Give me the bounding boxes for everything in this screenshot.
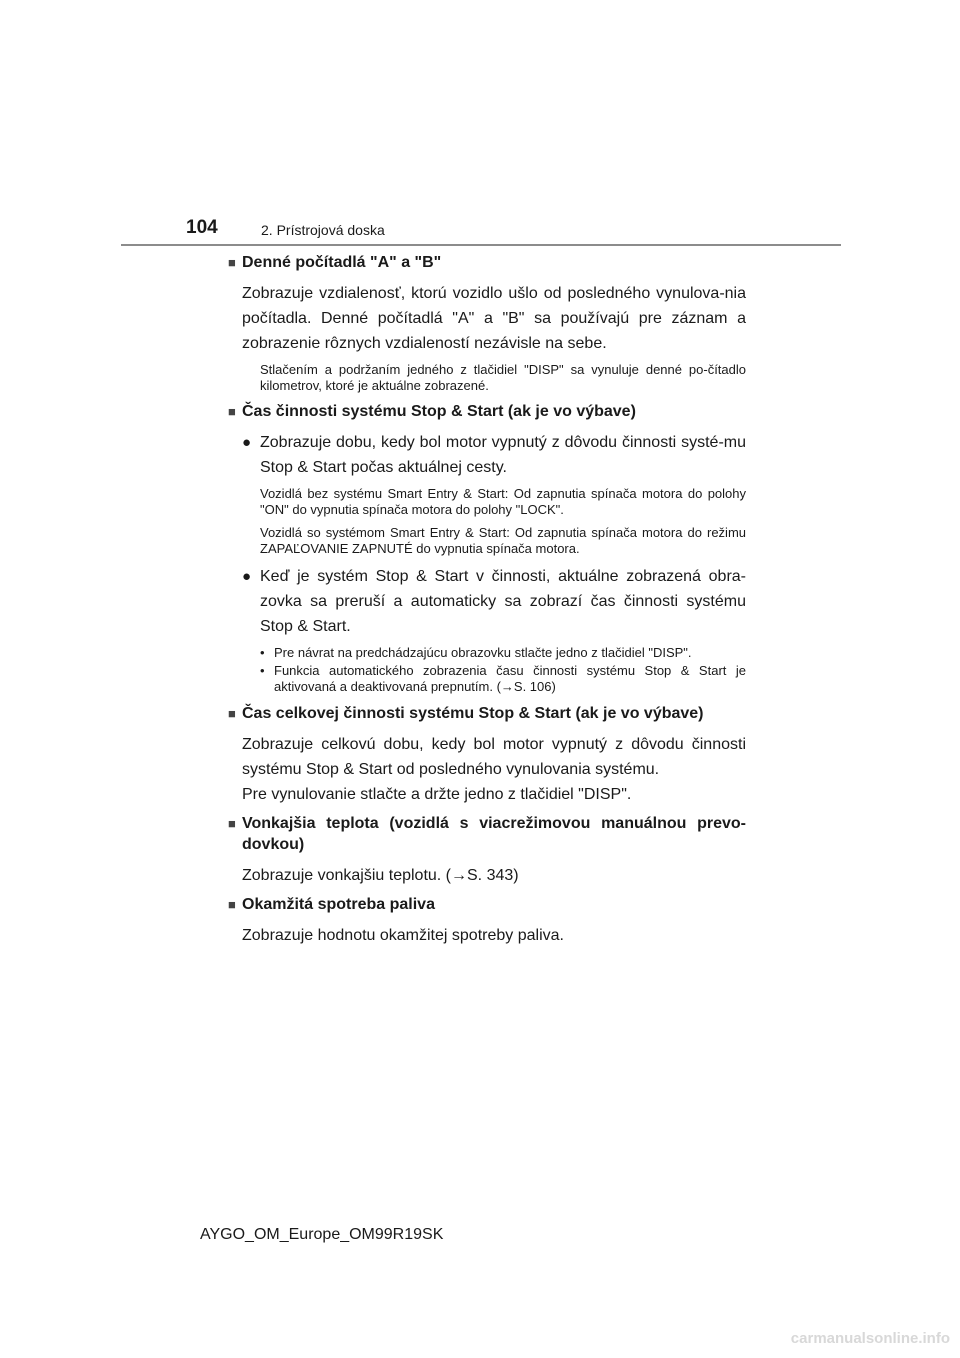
list-item-text: Zobrazuje dobu, kedy bol motor vypnutý z dôvodu činnosti systé-mu Stop & Start počas aktuálnej cesty. [260,434,746,476]
section-body: Pre vynulovanie stlačte a držte jedno z tlačidiel "DISP". [242,786,632,803]
section-body: Zobrazuje hodnotu okamžitej spotreby paliva. [242,927,564,944]
sub-list-item-text: Pre návrat na predchádzajúcu obrazovku stlačte jedno z tlačidiel "DISP". [274,645,692,660]
section-instant-fuel [228,894,746,948]
sub-list-item [260,645,746,661]
section-body: Zobrazuje vonkajšiu teplotu. (→S. 343) [242,867,519,884]
section-heading [228,401,746,422]
section-note: Vozidlá bez systému Smart Entry & Start: Od zapnutia spínača motora do polohy "ON" do vypnutia spínača motora do polohy "LOCK". [260,486,746,517]
section-trip-meters [228,252,746,394]
page-content [228,252,746,954]
square-bullet-icon: ■ [228,255,236,270]
dot-marker-icon: • [260,663,265,678]
section-title: Čas činnosti systému Stop & Start (ak je vo výbave) [242,403,636,420]
section-total-stop-start-time [228,703,746,807]
page-number: 104 [186,217,218,238]
square-bullet-icon: ■ [228,897,236,912]
sub-list-item-text: Funkcia automatického zobrazenia času činnosti systému Stop & Start je aktivovaná a deaktivovaná prepnutím. (→S. 106) [274,663,746,694]
circle-bullet-icon: ● [242,434,252,451]
section-heading [228,252,746,273]
sub-list-item [260,663,746,695]
section-title: Denné počítadlá "A" a "B" [242,254,442,271]
page-footer: AYGO_OM_Europe_OM99R19SK [200,1226,444,1243]
list-item-text: Keď je systém Stop & Start v činnosti, aktuálne zobrazená obra-zovka sa preruší a automaticky sa zobrazí čas činnosti systému Stop & Start. [260,568,746,635]
dot-marker-icon: • [260,645,265,660]
section-stop-start-time [228,401,746,695]
square-bullet-icon: ■ [228,404,236,419]
section-outside-temperature [228,813,746,888]
section-heading [228,894,746,915]
section-note: Stlačením a podržaním jedného z tlačidiel "DISP" sa vynuluje denné po-čítadlo kilometrov, ktoré je aktuálne zobrazené. [260,362,746,393]
section-title: Okamžitá spotreba paliva [242,896,435,913]
watermark: carmanualsonline.info [790,1330,950,1347]
header-rule [121,244,841,246]
section-heading [228,703,746,724]
list-item [242,430,746,480]
section-body: Zobrazuje vzdialenosť, ktorú vozidlo ušlo od posledného vynulova-nia počítadla. Denné počítadlá "A" a "B" sa používajú pre záznam a zobrazenie rôznych vzdialeností nezávisle na sebe. [242,285,746,352]
page-header [0,0,960,250]
section-title: Vonkajšia teplota (vozidlá s viacrežimovou manuálnou prevo-dovkou) [242,815,746,853]
section-body: Zobrazuje celkovú dobu, kedy bol motor vypnutý z dôvodu činnosti systému Stop & Start od posledného vynulovania systému. [242,736,746,778]
section-note: Vozidlá so systémom Smart Entry & Start: Od zapnutia spínača motora do režimu ZAPAĽOVANIE ZAPNUTÉ do vypnutia spínača motora. [260,525,746,556]
square-bullet-icon: ■ [228,706,236,721]
circle-bullet-icon: ● [242,568,252,585]
section-heading [228,813,746,855]
list-item [242,564,746,639]
chapter-title: 2. Prístrojová doska [261,222,385,238]
square-bullet-icon: ■ [228,816,236,831]
section-title: Čas celkovej činnosti systému Stop & Start (ak je vo výbave) [242,705,704,722]
